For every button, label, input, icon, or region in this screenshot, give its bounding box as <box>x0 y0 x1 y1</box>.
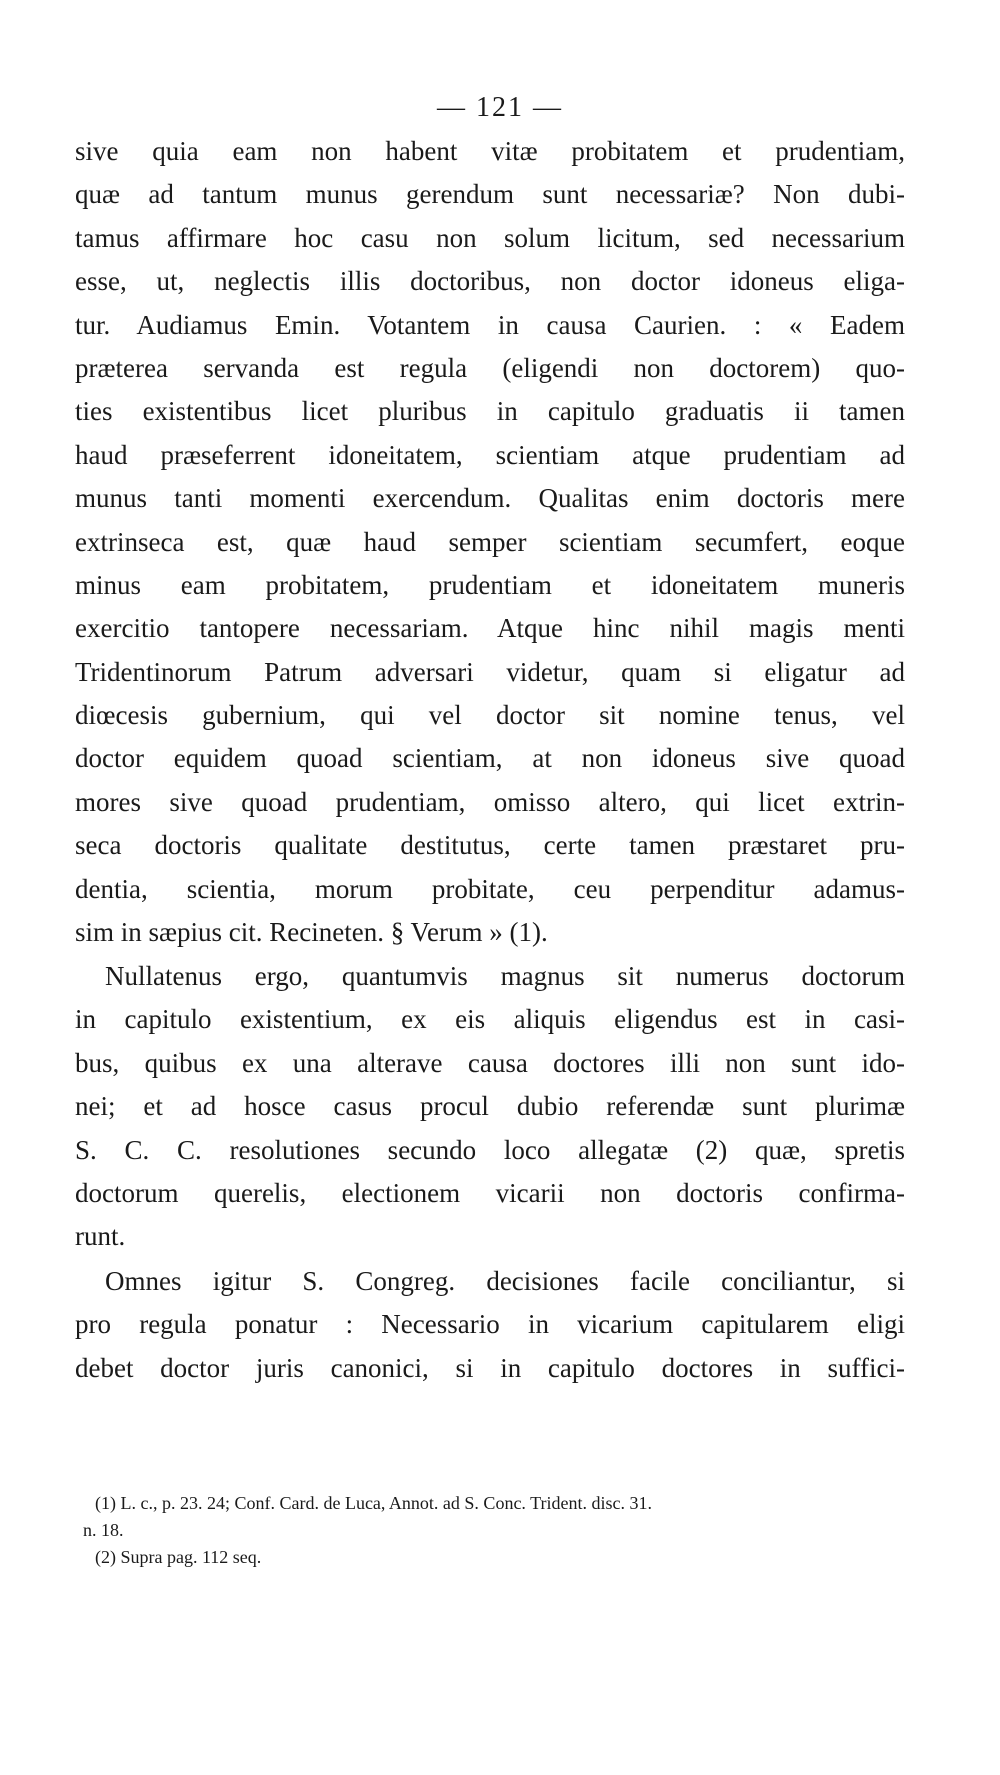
text-line: exercitio tantopere necessariam. Atque hinc nihil magis menti <box>75 613 905 644</box>
text-line: esse, ut, neglectis illis doctoribus, non doctor idoneus eliga- <box>75 266 905 297</box>
footnote-2: (2) Supra pag. 112 seq. <box>95 1547 262 1567</box>
text-line: minus eam probitatem, prudentiam et idoneitatem muneris <box>75 569 905 600</box>
footnote-1-continuation: n. 18. <box>83 1520 124 1540</box>
text-line: doctor equidem quoad scientiam, at non idoneus sive quoad <box>75 743 905 774</box>
paragraph-1 <box>75 130 905 954</box>
text-line: bus, quibus ex una alterave causa doctores illi non sunt ido- <box>75 1047 905 1078</box>
text-line: pro regula ponatur : Necessario in vicarium capitularem eligi <box>75 1309 905 1340</box>
text-line: nei; et ad hosce casus procul dubio referendæ sunt plurimæ <box>75 1091 905 1122</box>
text-line: seca doctoris qualitate destitutus, certe tamen præstaret pru- <box>75 830 905 861</box>
text-line: doctorum querelis, electionem vicarii non doctoris confirma- <box>75 1177 905 1208</box>
text-line: quæ ad tantum munus gerendum sunt necessariæ? Non dubi- <box>75 179 905 210</box>
text-line: diœcesis gubernium, qui vel doctor sit nomine tenus, vel <box>75 700 905 731</box>
text-line: sive quia eam non habent vitæ probitatem et prudentiam, <box>75 136 905 166</box>
text-line: sim in sæpius cit. Recineten. § Verum » (1). <box>75 917 548 948</box>
text-line: extrinseca est, quæ haud semper scientiam secumfert, eoque <box>75 526 905 557</box>
text-line: mores sive quoad prudentiam, omisso altero, qui licet extrin- <box>75 786 905 817</box>
paragraph-3 <box>75 1260 905 1390</box>
text-line: tamus affirmare hoc casu non solum licitum, sed necessarium <box>75 222 905 253</box>
text-line: in capitulo existentium, ex eis aliquis eligendus est in casi- <box>75 1004 905 1035</box>
text-line: Nullatenus ergo, quantumvis magnus sit numerus doctorum <box>105 961 905 991</box>
text-line: tur. Audiamus Emin. Votantem in causa Caurien. : « Eadem <box>75 309 905 340</box>
text-line: munus tanti momenti exercendum. Qualitas enim doctoris mere <box>75 483 905 514</box>
text-line: ties existentibus licet pluribus in capitulo graduatis ii tamen <box>75 396 905 427</box>
text-line: S. C. C. resolutiones secundo loco allegatæ (2) quæ, spretis <box>75 1134 905 1165</box>
page-number: — 121 — <box>437 92 563 123</box>
text-line: præterea servanda est regula (eligendi non doctorem) quo- <box>75 352 905 383</box>
footnote-1: (1) L. c., p. 23. 24; Conf. Card. de Luca, Annot. ad S. Conc. Trident. disc. 31. <box>95 1493 652 1513</box>
text-line: debet doctor juris canonici, si in capitulo doctores in suffici- <box>75 1352 905 1383</box>
paragraph-2 <box>75 955 905 1259</box>
text-line: dentia, scientia, morum probitate, ceu perpenditur adamus- <box>75 873 905 904</box>
text-line: runt. <box>75 1221 126 1252</box>
footnotes <box>83 1490 905 1571</box>
text-line: haud præseferrent idoneitatem, scientiam atque prudentiam ad <box>75 439 905 470</box>
text-line: Omnes igitur S. Congreg. decisiones facile conciliantur, si <box>105 1266 905 1296</box>
text-line: Tridentinorum Patrum adversari videtur, quam si eligatur ad <box>75 656 905 687</box>
